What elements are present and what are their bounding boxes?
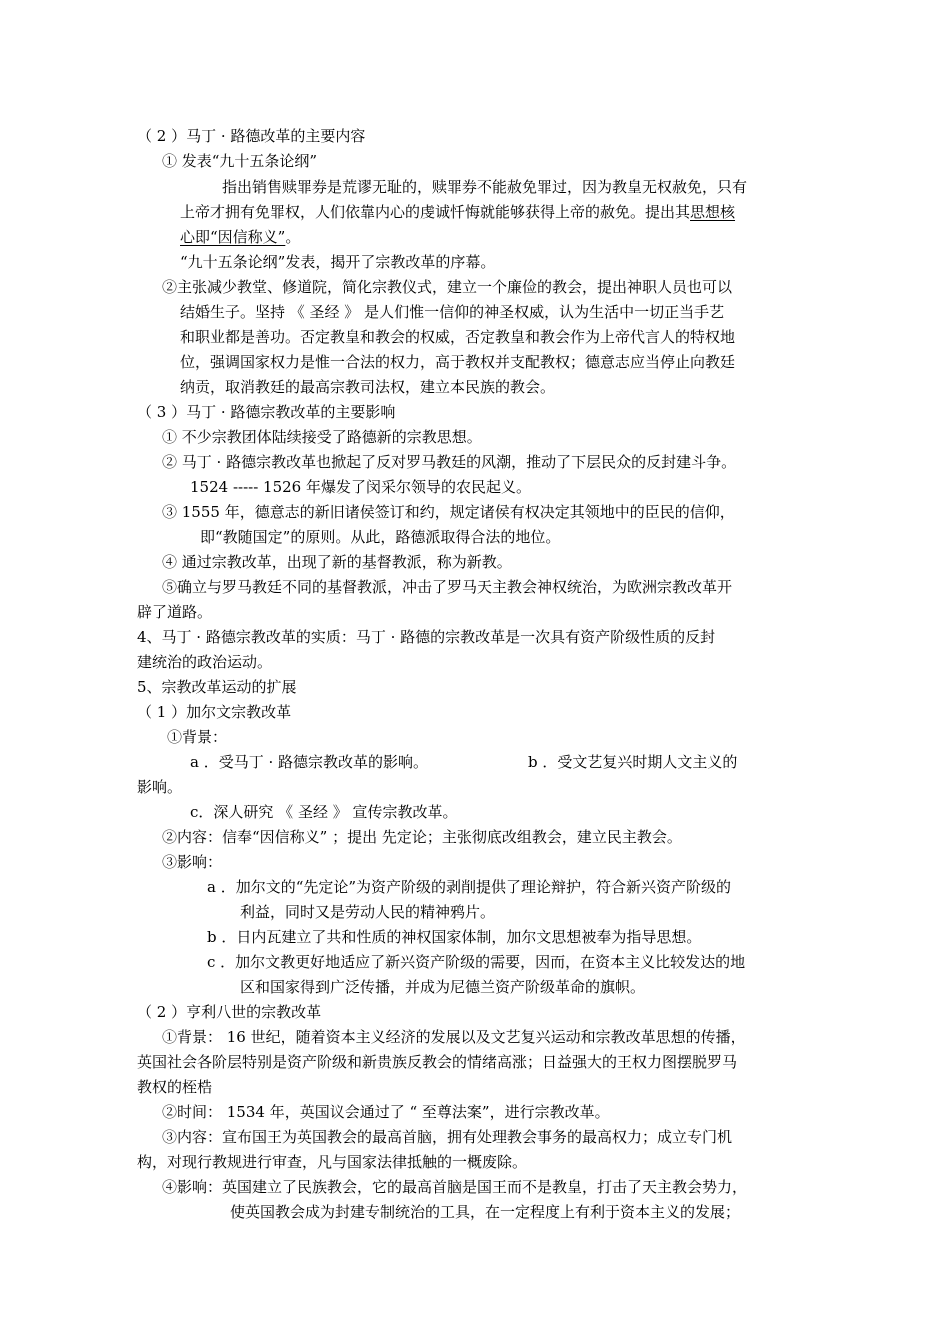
section-heading-2: （ 2 ）马丁 · 路德改革的主要内容 <box>137 127 366 145</box>
paragraph-line: “九十五条论纲”发表，揭开了宗教改革的序幕。 <box>180 253 496 271</box>
list-item-4: ④影响：英国建立了民族教会，它的最高首脑是国王而不是教皇，打击了天主教会势力， <box>162 1178 748 1196</box>
list-item-1: ①背景： <box>167 728 228 746</box>
paragraph-line: 教权的桎梏 <box>137 1078 213 1096</box>
paragraph-line: 和职业都是善功。否定教皇和教会的权威，否定教皇和教会作为上帝代言人的特权地 <box>180 328 736 346</box>
paragraph-line: 辟了道路。 <box>137 603 213 621</box>
paragraph-line: b ．日内瓦建立了共和性质的神权国家体制，加尔文思想被奉为指导思想。 <box>207 928 702 946</box>
list-item-3: ③ 1555 年，德意志的新旧诸侯签订和约，规定诸侯有权决定其领地中的臣民的信仰， <box>162 503 735 521</box>
list-item-5: ⑤确立与罗马教廷不同的基督教派，冲击了罗马天主教会神权统治，为欧洲宗教改革开 <box>162 578 733 596</box>
list-item-2: ②时间： 1534 年，英国议会通过了 “ 至尊法案”，进行宗教改革。 <box>162 1103 610 1121</box>
list-item-2: ②主张减少教堂、修道院，简化宗教仪式，建立一个廉俭的教会，提出神职人员也可以 <box>162 278 733 296</box>
text-run: 。 <box>285 228 301 246</box>
paragraph-line: c ．加尔文教更好地适应了新兴资产阶级的需要，因而，在资本主义比较发达的地 <box>207 953 746 971</box>
subsection-heading-1: （ 1 ）加尔文宗教改革 <box>137 703 292 721</box>
list-item-4: ④ 通过宗教改革，出现了新的基督教派，称为新教。 <box>162 553 512 571</box>
paragraph-line: c．深人研究 《 圣经 》 宣传宗教改革。 <box>190 803 458 821</box>
section-heading-4: 4、马丁 · 路德宗教改革的实质：马丁 · 路德的宗教改革是一次具有资产阶级性质的反封 <box>137 628 716 646</box>
list-item-3: ③影响： <box>162 853 223 871</box>
paragraph-line <box>0 750 950 774</box>
paragraph-line: 利益，同时又是劳动人民的精神鸦片。 <box>240 903 496 921</box>
paragraph-line <box>0 200 950 224</box>
paragraph-line: 位，强调国家权力是惟一合法的权力，高于教权并支配教权；德意志应当停止向教廷 <box>180 353 736 371</box>
list-item-1: ① 发表“九十五条论纲” <box>162 152 318 170</box>
list-item-2: ② 马丁 · 路德宗教改革也掀起了反对罗马教廷的风潮，推动了下层民众的反封建斗争。 <box>162 453 737 471</box>
underlined-text: 心即“因信称义” <box>180 228 286 246</box>
text-run: 上帝才拥有免罪权，人们依靠内心的虔诚忏悔就能够获得上帝的赦免。提出其 <box>180 203 691 221</box>
paragraph-line: 构，对现行教规进行审查，凡与国家法律抵触的一概废除。 <box>137 1153 528 1171</box>
underlined-text: 思想核 <box>690 203 736 221</box>
paragraph-line: 使英国教会成为封建专制统治的工具，在一定程度上有利于资本主义的发展； <box>230 1203 741 1221</box>
paragraph-line: 纳贡，取消教廷的最高宗教司法权，建立本民族的教会。 <box>180 378 556 396</box>
text-run: b ．受文艺复兴时期人文主义的 <box>528 753 738 771</box>
text-run: a ．受马丁 · 路德宗教改革的影响。 <box>190 753 429 771</box>
paragraph-line: a ．加尔文的“先定论”为资产阶级的剥削提供了理论辩护，符合新兴资产阶级的 <box>207 878 732 896</box>
section-heading-3: （ 3 ）马丁 · 路德宗教改革的主要影响 <box>137 403 396 421</box>
paragraph-line: 1524 ----- 1526 年爆发了闵采尔领导的农民起义。 <box>190 478 531 496</box>
paragraph-line <box>0 225 950 249</box>
list-item-1: ① 不少宗教团体陆续接受了路德新的宗教思想。 <box>162 428 482 446</box>
paragraph-line: 影响。 <box>137 778 183 796</box>
paragraph-line: 指出销售赎罪券是荒谬无耻的，赎罪券不能赦免罪过，因为教皇无权赦免，只有 <box>222 178 748 196</box>
list-item-2: ②内容：信奉“因信称义” ；提出 先定论；主张彻底改组教会，建立民主教会。 <box>162 828 682 846</box>
paragraph-line: 结婚生子。坚持 《 圣经 》 是人们惟一信仰的神圣权威，认为生活中一切正当手艺 <box>180 303 725 321</box>
paragraph-line: 英国社会各阶层特别是资产阶级和新贵族反教会的情绪高涨；日益强大的王权力图摆脱罗马 <box>137 1053 738 1071</box>
paragraph-line: 建统治的政治运动。 <box>137 653 273 671</box>
list-item-3: ③内容：宣布国王为英国教会的最高首脑，拥有处理教会事务的最高权力；成立专门机 <box>162 1128 733 1146</box>
list-item-1: ①背景： 16 世纪，随着资本主义经济的发展以及文艺复兴运动和宗教改革思想的传播， <box>162 1028 746 1046</box>
paragraph-line: 即“教随国定”的原则。从此，路德派取得合法的地位。 <box>200 528 561 546</box>
paragraph-line: 区和国家得到广泛传播，并成为尼德兰资产阶级革命的旗帜。 <box>240 978 646 996</box>
subsection-heading-2: （ 2 ）亨利八世的宗教改革 <box>137 1003 322 1021</box>
section-heading-5: 5、宗教改革运动的扩展 <box>137 678 297 696</box>
